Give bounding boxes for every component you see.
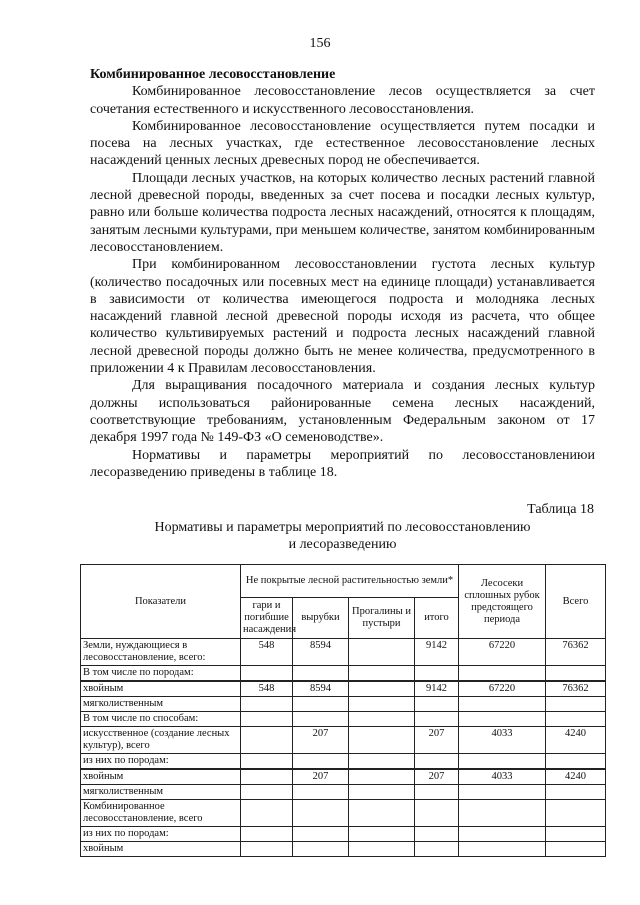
cell-clearings: 8594 — [293, 639, 349, 666]
cell-cutting — [459, 785, 546, 800]
cell-clearings — [293, 666, 349, 682]
header-all: Всего — [546, 565, 606, 639]
cell-glades — [349, 727, 415, 754]
cell-clearings — [293, 800, 349, 827]
table-row — [81, 697, 606, 712]
row-label: Земли, нуждающиеся в лесовосстановление, всего: — [81, 639, 241, 666]
table-row — [81, 681, 606, 697]
cell-burned: 548 — [241, 639, 293, 666]
cell-cutting: 67220 — [459, 639, 546, 666]
cell-total — [415, 827, 459, 842]
row-label: из них по породам: — [81, 827, 241, 842]
cell-all: 76362 — [546, 639, 606, 666]
cell-burned — [241, 666, 293, 682]
cell-total: 9142 — [415, 639, 459, 666]
cell-all — [546, 754, 606, 770]
table-title-line: Нормативы и параметры мероприятий по лесовосстановлению — [154, 520, 531, 535]
cell-total — [415, 666, 459, 682]
cell-clearings — [293, 697, 349, 712]
cell-clearings: 207 — [293, 769, 349, 785]
header-glades: Прогалины и пустыри — [349, 598, 415, 639]
table-row — [81, 754, 606, 770]
cell-burned — [241, 827, 293, 842]
paragraph: При комбинированном лесовосстановлении густота лесных культур (количество посадочных или посевных мест на единице площади) устанавливается в зависимости от количества имеющегося подроста и молодняка лесных насаждений главной лесной древесной породы исходя из расчета, что общее количество культивируемых растений и подроста лесных насаждений главной лесной древесной породы должно быть не менее количества, предусмотренного в приложении 4 к Правилам лесовосстановления. — [90, 257, 595, 377]
row-label: В том числе по способам: — [81, 712, 241, 727]
table-row — [81, 727, 606, 754]
row-label: хвойным — [81, 842, 241, 857]
cell-total — [415, 754, 459, 770]
header-indicators: Показатели — [81, 565, 241, 639]
paragraph: Комбинированное лесовосстановление осуществляется путем посадки и посева на лесных участках, где естественное лесовосстановление лесных насаждений ценных лесных древесных пород не обеспечивается. — [90, 118, 595, 169]
cell-all — [546, 842, 606, 857]
cell-cutting — [459, 827, 546, 842]
cell-clearings — [293, 785, 349, 800]
cell-total — [415, 842, 459, 857]
cell-all: 4240 — [546, 769, 606, 785]
cell-all — [546, 827, 606, 842]
cell-total — [415, 785, 459, 800]
table-row — [81, 639, 606, 666]
row-label: искусственное (создание лесных культур), всего — [81, 727, 241, 754]
header-burned: гари и погибшие насаждения — [241, 598, 293, 639]
paragraph: Для выращивания посадочного материала и создания лесных культур должны использоваться районированные семена лесных насаждений, соответствующие требованиям, установленным Федеральным законом от 17 декабря 1997 года № 149-ФЗ «О семеноводстве». — [90, 378, 595, 446]
cell-total: 207 — [415, 727, 459, 754]
paragraph: Нормативы и параметры мероприятий по лесовосстановлениюи лесоразведению приведены в таблице 18. — [90, 447, 595, 480]
header-total: итого — [415, 598, 459, 639]
table-row — [81, 842, 606, 857]
cell-cutting — [459, 842, 546, 857]
cell-glades — [349, 800, 415, 827]
header-clearings: вырубки — [293, 598, 349, 639]
cell-cutting: 4033 — [459, 727, 546, 754]
row-label: В том числе по породам: — [81, 666, 241, 682]
cell-glades — [349, 697, 415, 712]
row-label: хвойным — [81, 681, 241, 697]
cell-clearings — [293, 827, 349, 842]
cell-glades — [349, 639, 415, 666]
page-number: 156 — [309, 36, 331, 51]
cell-total: 9142 — [415, 681, 459, 697]
cell-glades — [349, 842, 415, 857]
cell-all: 4240 — [546, 727, 606, 754]
cell-all — [546, 666, 606, 682]
cell-glades — [349, 666, 415, 682]
row-label: мягколиственным — [81, 785, 241, 800]
cell-cutting: 67220 — [459, 681, 546, 697]
cell-total — [415, 712, 459, 727]
cell-cutting — [459, 697, 546, 712]
cell-clearings: 207 — [293, 727, 349, 754]
paragraph: Площади лесных участков, на которых количество лесных растений главной лесной древесной породы, введенных за счет посева и посадки лесных культур, равно или больше количества подроста лесных насаждений, относятся к площадям, занятым лесными культурами, при меньшем количестве, занятом комбинированным лесовосстановлением. — [90, 170, 595, 255]
cell-all — [546, 712, 606, 727]
table-row — [81, 785, 606, 800]
cell-clearings — [293, 842, 349, 857]
cell-all — [546, 785, 606, 800]
table-body — [81, 639, 606, 857]
cell-burned — [241, 785, 293, 800]
cell-all: 76362 — [546, 681, 606, 697]
table-title — [90, 519, 595, 553]
cell-clearings: 8594 — [293, 681, 349, 697]
row-label: хвойным — [81, 769, 241, 785]
cell-glades — [349, 827, 415, 842]
section-text — [90, 66, 595, 481]
cell-clearings — [293, 754, 349, 770]
cell-total: 207 — [415, 769, 459, 785]
table-row — [81, 800, 606, 827]
paragraph: Комбинированное лесовосстановление лесов осуществляется за счет сочетания естественного и искусственного лесовосстановления. — [90, 84, 595, 117]
table-row — [81, 769, 606, 785]
cell-cutting — [459, 754, 546, 770]
section-heading: Комбинированное лесовосстановление — [90, 67, 336, 82]
table-row — [81, 712, 606, 727]
cell-cutting: 4033 — [459, 769, 546, 785]
row-label: из них по породам: — [81, 754, 241, 770]
cell-burned — [241, 727, 293, 754]
table-row — [81, 827, 606, 842]
row-label: Комбинированное лесовосстановление, всего — [81, 800, 241, 827]
cell-clearings — [293, 712, 349, 727]
cell-cutting — [459, 712, 546, 727]
cell-all — [546, 697, 606, 712]
table-label: Таблица 18 — [527, 502, 594, 517]
cell-burned — [241, 754, 293, 770]
table-title-line: и лесоразведению — [288, 537, 397, 552]
cell-glades — [349, 754, 415, 770]
cell-glades — [349, 769, 415, 785]
cell-cutting — [459, 800, 546, 827]
header-cutting-areas: Лесосеки сплошных рубок предстоящего периода — [459, 565, 546, 639]
row-label: мягколиственным — [81, 697, 241, 712]
cell-burned — [241, 712, 293, 727]
cell-glades — [349, 712, 415, 727]
table-row — [81, 666, 606, 682]
cell-burned — [241, 800, 293, 827]
cell-total — [415, 800, 459, 827]
cell-cutting — [459, 666, 546, 682]
cell-total — [415, 697, 459, 712]
cell-glades — [349, 785, 415, 800]
data-table — [80, 564, 606, 857]
cell-burned — [241, 697, 293, 712]
cell-burned: 548 — [241, 681, 293, 697]
cell-burned — [241, 842, 293, 857]
header-uncovered-lands: Не покрытые лесной растительностью земли* — [241, 565, 459, 598]
cell-glades — [349, 681, 415, 697]
cell-all — [546, 800, 606, 827]
cell-burned — [241, 769, 293, 785]
